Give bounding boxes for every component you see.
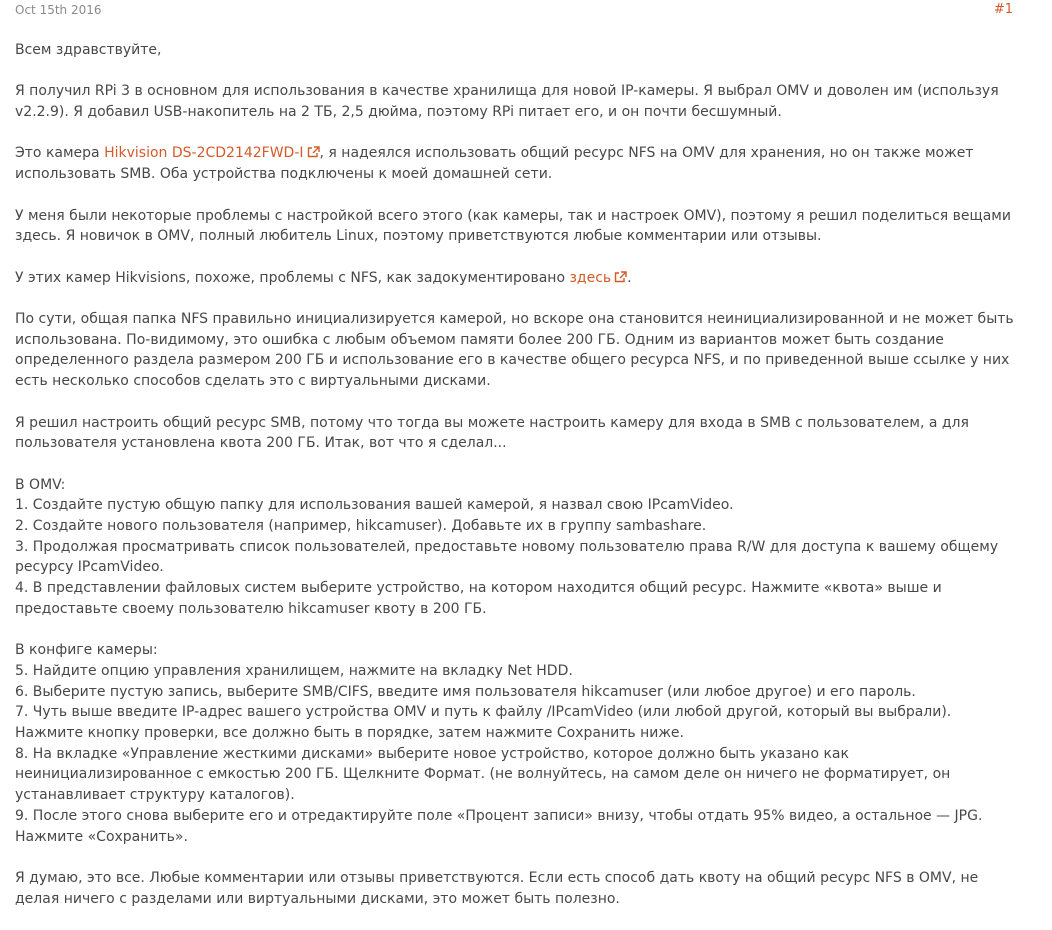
post-greeting: Всем здравствуйте,: [15, 42, 162, 58]
list-item: 2. Создайте нового пользователя (например, hikcamuser). Добавьте их в группу sambashare.: [15, 518, 707, 535]
paragraph-text: Это камера: [15, 145, 105, 162]
post-date: Oct 15th 2016: [15, 3, 102, 17]
omv-heading: В OMV:: [15, 476, 66, 493]
camera-steps: [15, 640, 1015, 847]
camera-model-link[interactable]: [104, 145, 319, 161]
post-closing: Я думаю, это все. Любые комментарии или отзывы приветствуются. Если есть способ дать квоту на общий ресурс NFS в OMV, не делая ничего с разделами или виртуальными дисками, это может быть полезно.: [15, 869, 979, 907]
omv-steps: [15, 475, 1015, 620]
paragraph-text: , я надеялся использовать общий ресурс NFS на OMV для хранения, но он также может использовать SMB. Оба устройства подключены к моей домашней сети.: [15, 145, 974, 183]
list-item: 8. На вкладке «Управление жесткими дисками» выберите новое устройство, которое должно быть указано как неинициализированное с емкостью 200 ГБ. Щелкните Формат. (не волнуйтесь, на самом деле он ничего не форматирует, он устанавливает структуру каталогов).: [15, 745, 951, 804]
nfs-issue-link[interactable]: [569, 270, 627, 286]
post-paragraph-6: Я решил настроить общий ресурс SMB, потому что тогда вы можете настроить камеру для входа в SMB с пользователем, а для пользователя установлена квота 200 ГБ. Итак, вот что я сделал...: [15, 414, 969, 452]
post-body: [15, 40, 1015, 930]
camera-heading: В конфиге камеры:: [15, 642, 158, 659]
list-item: 1. Создайте пустую общую папку для использования вашей камерой, я назвал свою IPcamVideo.: [15, 497, 734, 514]
list-item: 6. Выберите пустую запись, выберите SMB/CIFS, введите имя пользователя hikcamuser (или любое другое) и его пароль.: [15, 683, 916, 700]
post-paragraph-3: У меня были некоторые проблемы с настройкой всего этого (как камеры, так и настроек OMV), поэтому я решил поделиться вещами здесь. Я новичок в OMV, полный любитель Linux, поэтому приветствуются любые комментарии или отзывы.: [15, 207, 1011, 245]
post-meta: [15, 2, 1013, 20]
post-permalink[interactable]: #1: [993, 2, 1013, 17]
list-item: 7. Чуть выше введите IP-адрес вашего устройства OMV и путь к файлу /IPcamVideo (или любой другой, который вы выбрали). Нажмите кнопку проверки, все должно быть в порядке, затем нажмите Сохранить ниже.: [15, 704, 952, 742]
post-paragraph-2: [15, 143, 1015, 184]
paragraph-text: У этих камер Hikvisions, похоже, проблемы с NFS, как задокументировано: [15, 269, 570, 286]
paragraph-text: .: [627, 269, 632, 286]
post-paragraph-5: По сути, общая папка NFS правильно инициализируется камерой, но вскоре она становится неинициализированной и не может быть использована. По-видимому, это ошибка с любым объемом памяти более 200 ГБ. Одним из вариантов может быть создание определенного раздела размером 200 ГБ и использование его в качестве общего ресурса NFS, и по приведенной выше ссылке у них есть несколько способов сделать это с виртуальными дисками.: [15, 311, 1014, 390]
list-item: 5. Найдите опцию управления хранилищем, нажмите на вкладку Net HDD.: [15, 662, 573, 679]
list-item: 3. Продолжая просматривать список пользователей, предоставьте новому пользователю права R/W для доступа к вашему общему ресурсу IPcamVideo.: [15, 538, 999, 576]
list-item: 4. В представлении файловых систем выберите устройство, на котором находится общий ресурс. Нажмите «квота» выше и предоставьте своему пользователю hikcamuser квоту в 200 ГБ.: [15, 580, 942, 617]
post-paragraph-4: [15, 268, 1015, 289]
nfs-issue-link-text: здесь: [569, 269, 612, 286]
camera-model-link-text: Hikvision DS-2CD2142FWD-I: [104, 145, 304, 162]
list-item: 9. После этого снова выберите его и отредактируйте поле «Процент записи» внизу, чтобы отдать 95% видео, а остальное — JPG. Нажмите «Сохранить».: [15, 807, 983, 845]
external-link-icon: [307, 146, 320, 158]
post-paragraph-1: Я получил RPi 3 в основном для использования в качестве хранилища для новой IP-камеры. Я выбрал OMV и доволен им (используя v2.2.9). Я добавил USB-накопитель на 2 ТБ, 2,5 дюйма, поэтому RPi питает его, и он почти бесшумный.: [15, 83, 999, 121]
external-link-icon: [614, 271, 627, 283]
